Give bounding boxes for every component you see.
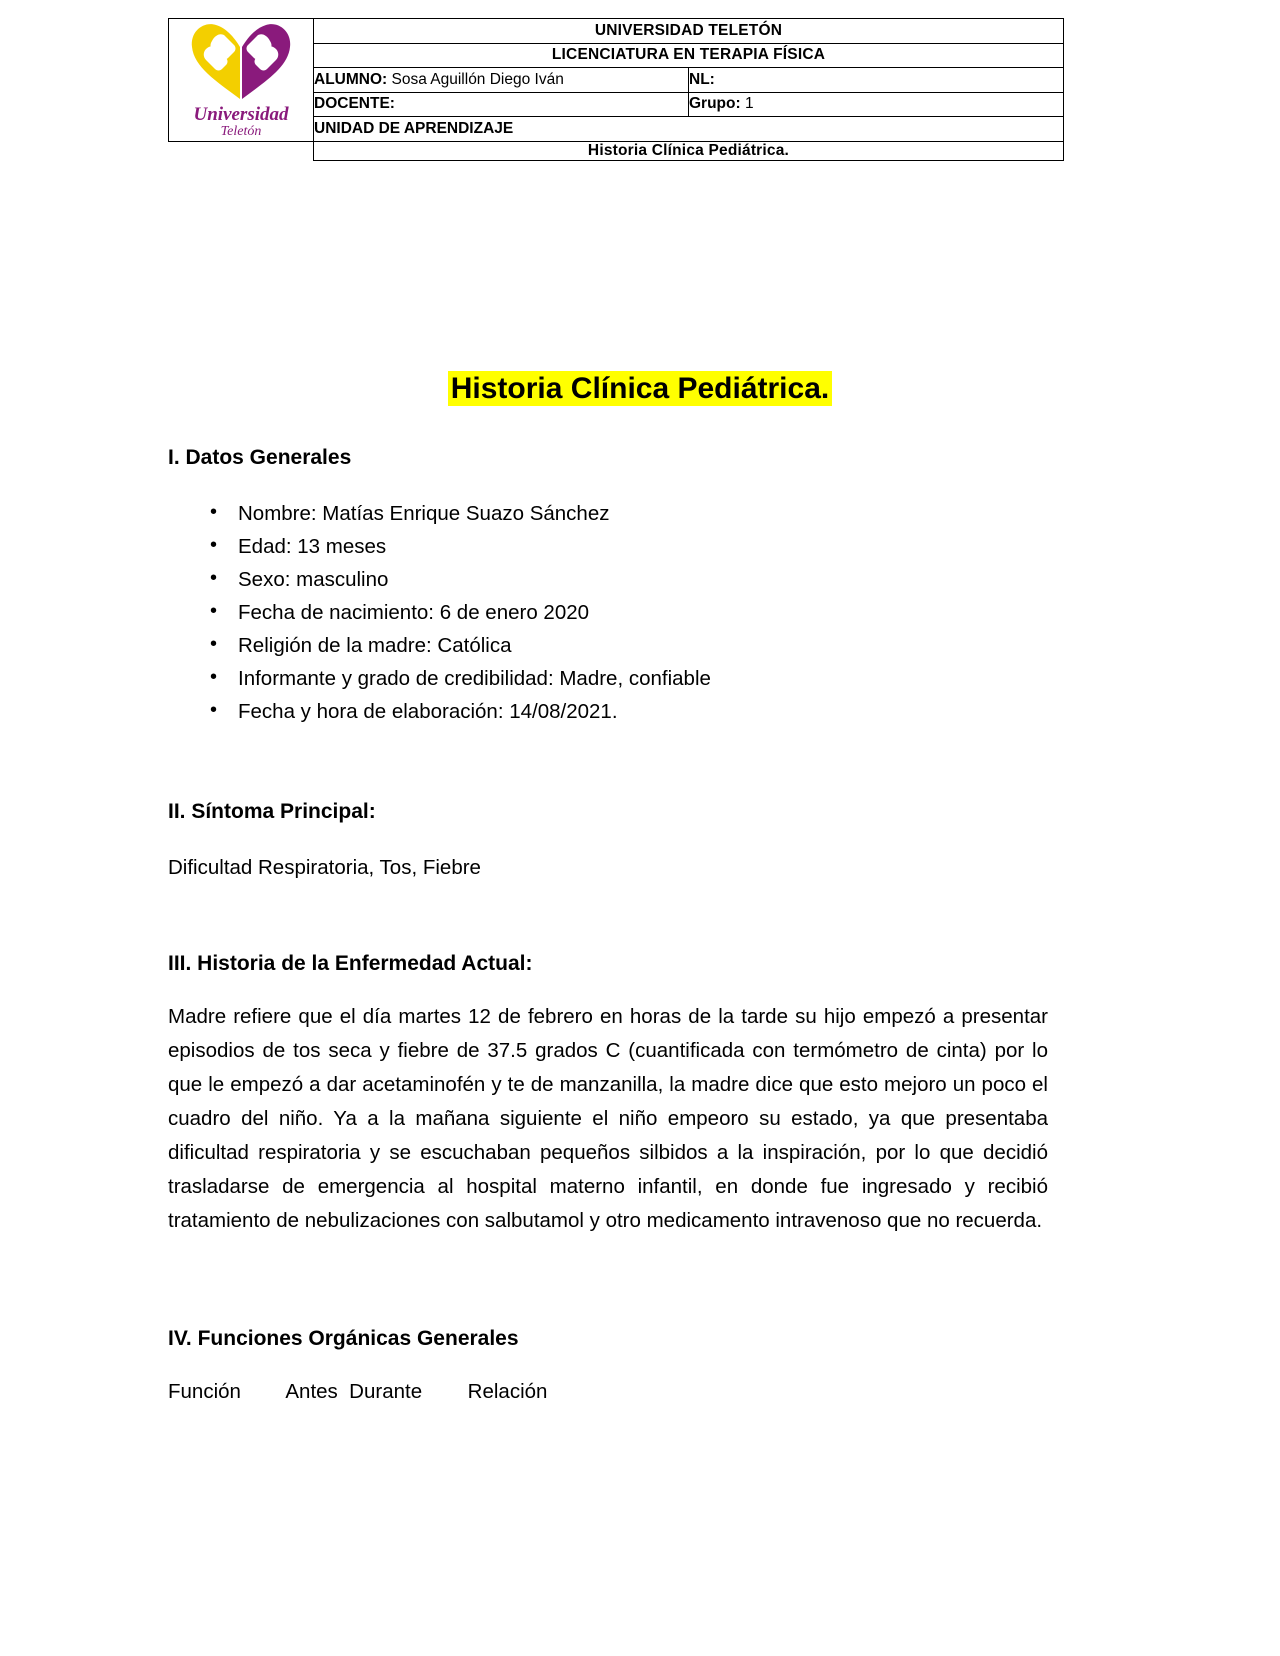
student-value: Sosa Aguillón Diego Iván: [391, 70, 564, 88]
logo-subword: Teletón: [220, 124, 262, 139]
text-sintoma-principal: Dificultad Respiratoria, Tos, Fiebre: [168, 856, 481, 879]
page-title-text: Historia Clínica Pediátrica.: [448, 371, 832, 406]
unit-value-cell: Historia Clínica Pediátrica.: [314, 141, 1064, 160]
datos-generales-list: [168, 497, 711, 728]
list-item: • Nombre: Matías Enrique Suazo Sánchez: [210, 497, 711, 530]
list-item: • Sexo: masculino: [210, 563, 711, 596]
program-name-cell: LICENCIATURA EN TERAPIA FÍSICA: [314, 43, 1064, 68]
nl-label: NL:: [689, 70, 715, 88]
page-title: [0, 372, 1280, 406]
nl-cell: [689, 68, 1064, 93]
spacer-cell: [169, 141, 314, 160]
list-item: • Informante y grado de credibilidad: Madre, confiable: [210, 662, 711, 695]
university-name-cell: UNIVERSIDAD TELETÓN: [314, 19, 1064, 44]
funciones-organicas-table-header: Función Antes Durante Relación: [168, 1380, 548, 1403]
table-row: [169, 19, 1064, 44]
heading-sintoma-principal: II. Síntoma Principal:: [168, 800, 376, 823]
unit-label: UNIDAD DE APRENDIZAJE: [314, 119, 514, 137]
list-item: • Edad: 13 meses: [210, 530, 711, 563]
group-label: Grupo:: [689, 95, 741, 113]
list-item: • Religión de la madre: Católica: [210, 629, 711, 662]
teacher-label: DOCENTE:: [314, 95, 395, 113]
student-cell: [314, 68, 689, 93]
group-cell: [689, 92, 1064, 117]
student-label: ALUMNO:: [314, 70, 388, 88]
heading-datos-generales: I. Datos Generales: [168, 446, 352, 469]
group-value: 1: [744, 95, 754, 113]
logo-wordmark: Universidad: [193, 104, 289, 125]
heading-enfermedad-actual: III. Historia de la Enfermedad Actual:: [168, 952, 533, 975]
list-item: • Fecha y hora de elaboración: 14/08/2021.: [210, 695, 711, 728]
logo-cell: [169, 19, 314, 142]
heading-funciones-organicas: IV. Funciones Orgánicas Generales: [168, 1327, 519, 1350]
list-item: • Fecha de nacimiento: 6 de enero 2020: [210, 596, 711, 629]
universidad-teleton-logo: [181, 19, 301, 141]
heart-hands-icon: [186, 19, 296, 103]
teacher-cell: [314, 92, 689, 117]
text-enfermedad-actual: Madre refiere que el día martes 12 de febrero en horas de la tarde su hijo empezó a presentar episodios de tos seca y fiebre de 37.5 grados C (cuantificada con termómetro de cinta) por lo que le empezó a dar acetaminofén y te de manzanilla, la madre dice que esto mejoro un poco el cuadro del niño. Ya a la mañana siguiente el niño empeoro su estado, ya que presentaba dificultad respiratoria y se escuchaban pequeños silbidos a la inspiración, por lo que decidió trasladarse de emergencia al hospital materno infantil, en donde fue ingresado y recibió tratamiento de nebulizaciones con salbutamol y otro medicamento intravenoso que no recuerda.: [168, 1005, 1048, 1232]
table-row: [169, 141, 1064, 160]
header-info-table: [168, 18, 1064, 161]
unit-label-cell: [314, 117, 1064, 142]
